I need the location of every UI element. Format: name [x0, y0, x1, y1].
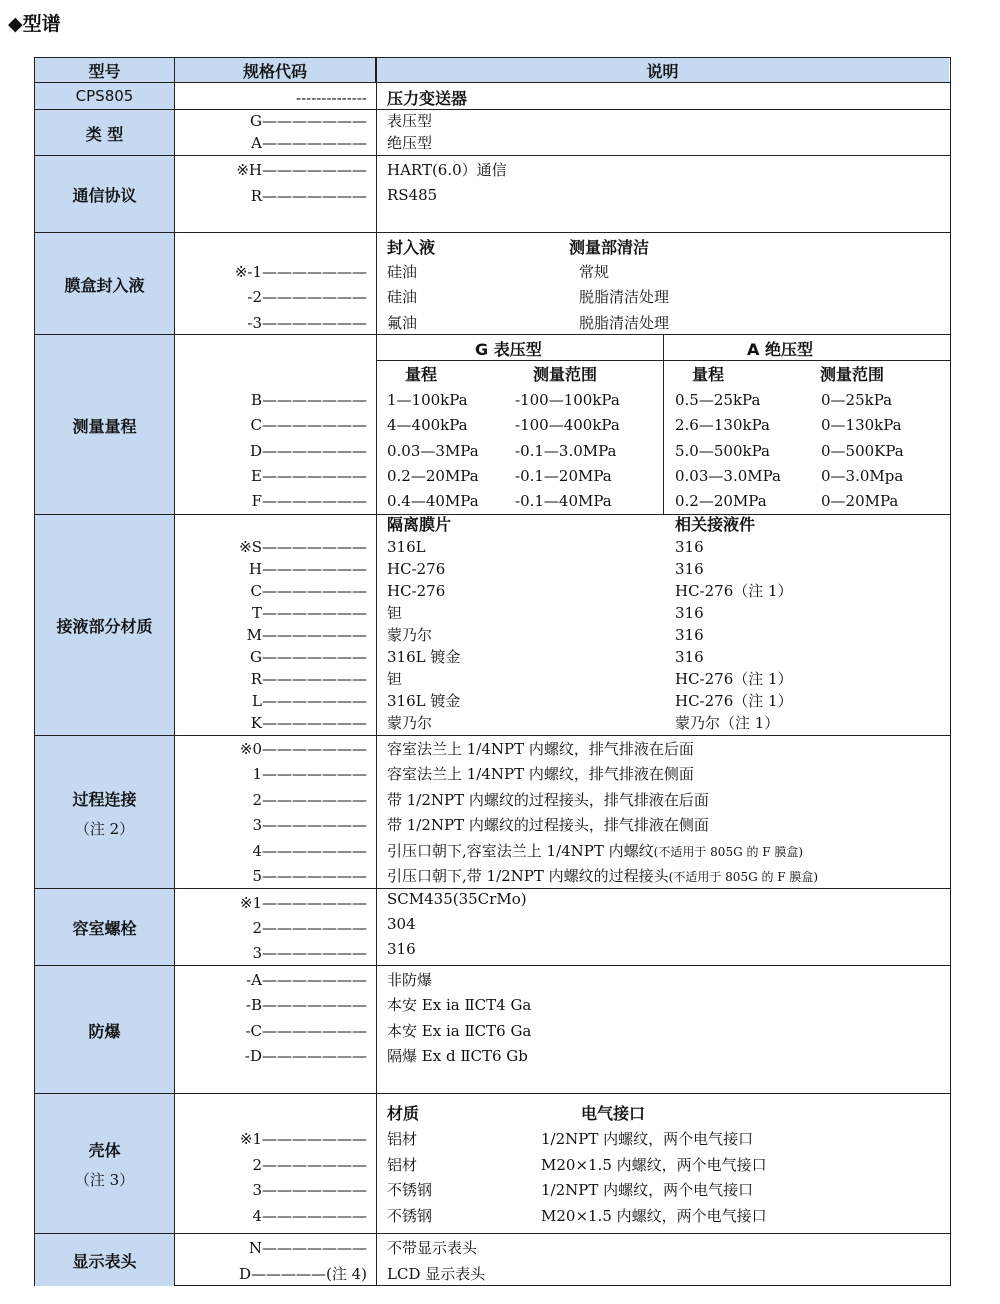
bolt-cell	[35, 889, 175, 966]
housing-col1: 铝材	[387, 1156, 418, 1174]
range-g-head-span: 测量范围	[533, 365, 598, 384]
process-desc: 引压口朝下,容室法兰上 1/4NPT 内螺纹	[387, 842, 654, 860]
range-a-range: 0.03—3.0MPa	[675, 467, 781, 485]
range-g-span: -0.1—40MPa	[515, 492, 612, 510]
fill-head1: 封入液	[387, 238, 436, 257]
material-col1: 316L 镀金	[387, 692, 461, 710]
bolt-label: 容室螺栓	[72, 919, 137, 938]
model-cell	[35, 83, 175, 109]
process-code: 2———————	[252, 791, 367, 809]
housing-col2: M20×1.5 内螺纹，两个电气接口	[541, 1207, 767, 1225]
type-code: G———————	[250, 112, 367, 130]
range-cell	[35, 335, 175, 515]
housing-col1: 不锈钢	[387, 1207, 433, 1225]
explosion-desc: 本安 Ex ia ⅡCT6 Ga	[387, 1022, 532, 1040]
row-sep	[35, 109, 950, 110]
housing-col2: 1/2NPT 内螺纹，两个电气接口	[541, 1130, 754, 1148]
material-col1: 蒙乃尔	[387, 714, 433, 732]
range-a-span: 0—130kPa	[821, 416, 902, 434]
header-model-cell	[35, 58, 175, 82]
bolt-code: 3———————	[252, 944, 367, 962]
display-code: D—————(注 4)	[238, 1265, 367, 1283]
range-a-span: 0—3.0Mpa	[821, 467, 904, 485]
range-a-head-range: 量程	[692, 365, 725, 384]
material-label: 接液部分材质	[56, 617, 153, 636]
material-col2: HC-276（注 1）	[675, 670, 793, 688]
housing-col2: 1/2NPT 内螺纹，两个电气接口	[541, 1181, 754, 1199]
fill-col1: 硅油	[387, 288, 418, 306]
housing-col1: 铝材	[387, 1130, 418, 1148]
row-sep	[35, 334, 950, 335]
material-col2: 316	[675, 626, 704, 644]
range-code: E———————	[251, 467, 367, 485]
fill-cell	[35, 233, 175, 335]
header-code: 规格代码	[175, 58, 376, 82]
model-label: CPS805	[75, 87, 134, 105]
fill-code: -2———————	[247, 288, 367, 306]
material-col2: HC-276（注 1）	[675, 582, 793, 600]
range-a-range: 2.6—130kPa	[675, 416, 770, 434]
comm-desc: HART(6.0）通信	[387, 161, 507, 179]
header-desc: 说明	[376, 58, 949, 82]
explosion-desc: 非防爆	[387, 971, 433, 989]
housing-col1: 不锈钢	[387, 1181, 433, 1199]
housing-col2: M20×1.5 内螺纹，两个电气接口	[541, 1156, 767, 1174]
explosion-code: -A———————	[246, 971, 367, 989]
bolt-code: ※1———————	[239, 894, 367, 912]
material-col1: 蒙乃尔	[387, 626, 433, 644]
material-code: H———————	[248, 560, 367, 578]
housing-code: 4———————	[252, 1207, 367, 1225]
display-desc: LCD 显示表头	[387, 1265, 486, 1283]
range-label: 测量量程	[72, 416, 137, 436]
comm-code: ※H———————	[236, 161, 367, 179]
comm-desc: RS485	[387, 186, 438, 204]
material-col1: HC-276	[387, 560, 446, 578]
process-desc-small: (不适用于 805G 的 F 膜盒)	[653, 845, 804, 859]
material-col1: 钽	[387, 670, 403, 688]
process-desc: 引压口朝下,带 1/2NPT 内螺纹的过程接头	[387, 867, 669, 885]
material-code: C———————	[250, 582, 367, 600]
fill-col1: 氟油	[387, 314, 418, 332]
material-col2: 316	[675, 648, 704, 666]
housing-code: ※1———————	[239, 1130, 367, 1148]
housing-note: （注 3）	[74, 1171, 135, 1189]
display-code: N———————	[248, 1239, 367, 1257]
material-code: T———————	[251, 604, 367, 622]
fill-code: ※-1———————	[234, 263, 367, 281]
range-code: F———————	[251, 492, 367, 510]
fill-col2: 脱脂清洁处理	[579, 288, 670, 306]
material-col2: 316	[675, 604, 704, 622]
explosion-desc: 隔爆 Ex d ⅡCT6 Gb	[387, 1047, 528, 1065]
model-code-table	[34, 57, 951, 1286]
process-code: ※0———————	[239, 740, 367, 758]
range-a-range: 0.2—20MPa	[675, 492, 767, 510]
row-sep	[35, 82, 950, 83]
material-code: M———————	[246, 626, 367, 644]
housing-head2: 电气接口	[581, 1104, 646, 1123]
range-g-span: -100—400kPa	[515, 416, 620, 434]
explosion-label: 防爆	[88, 1021, 121, 1041]
header-model: 型号	[88, 61, 121, 81]
range-g-span: -0.1—3.0MPa	[515, 442, 617, 460]
process-note: （注 2）	[74, 819, 135, 838]
bolt-desc: SCM435(35CrMo)	[387, 890, 527, 908]
process-label: 过程连接	[72, 789, 137, 809]
explosion-code: -D———————	[244, 1047, 367, 1065]
row-sep	[35, 888, 950, 889]
housing-cell	[35, 1094, 175, 1234]
explosion-cell	[35, 966, 175, 1094]
housing-code: 3———————	[252, 1181, 367, 1199]
material-code: G———————	[250, 648, 367, 666]
process-code: 5———————	[252, 867, 367, 885]
fill-col2: 常规	[579, 263, 610, 281]
material-cell	[35, 515, 175, 736]
range-g-title: G 表压型	[475, 340, 542, 359]
range-g-range: 1—100kPa	[387, 391, 468, 409]
range-a-range: 0.5—25kPa	[675, 391, 761, 409]
process-desc: 容室法兰上 1/4NPT 内螺纹，排气排液在侧面	[387, 765, 694, 783]
housing-label: 壳体	[88, 1141, 121, 1160]
process-desc: 容室法兰上 1/4NPT 内螺纹，排气排液在后面	[387, 740, 694, 758]
fill-code: -3———————	[247, 314, 367, 332]
type-desc: 表压型	[387, 112, 433, 130]
process-desc-row	[387, 869, 818, 884]
explosion-desc: 本安 Ex ia ⅡCT4 Ga	[387, 996, 532, 1014]
process-code: 4———————	[252, 842, 367, 860]
row-sep	[35, 735, 950, 736]
type-label: 类 型	[85, 124, 124, 144]
range-g-range: 0.03—3MPa	[387, 442, 479, 460]
row-sep	[35, 232, 950, 233]
fill-col2: 脱脂清洁处理	[579, 314, 670, 332]
comm-cell	[35, 156, 175, 233]
range-a-range: 5.0—500kPa	[675, 442, 770, 460]
bolt-desc: 304	[387, 915, 416, 933]
bolt-desc: 316	[387, 940, 416, 958]
explosion-code: -C———————	[245, 1022, 367, 1040]
range-g-range: 4—400kPa	[387, 416, 468, 434]
display-desc: 不带显示表头	[387, 1239, 478, 1257]
display-cell	[35, 1234, 175, 1286]
range-code: C———————	[250, 416, 367, 434]
fill-label: 膜盒封入液	[64, 275, 145, 295]
material-col2: HC-276（注 1）	[675, 692, 793, 710]
range-g-range: 0.2—20MPa	[387, 467, 479, 485]
explosion-code: -B———————	[245, 996, 367, 1014]
type-desc: 绝压型	[387, 134, 433, 152]
comm-label: 通信协议	[72, 186, 137, 205]
range-gap-divider	[663, 335, 664, 515]
fill-col1: 硅油	[387, 263, 418, 281]
row-sep	[35, 965, 950, 966]
material-col2: 316	[675, 538, 704, 556]
material-col2: 蒙乃尔（注 1）	[675, 714, 780, 732]
bolt-code: 2———————	[252, 919, 367, 937]
model-desc: 压力变送器	[387, 89, 468, 108]
row-sep	[35, 514, 950, 515]
display-label: 显示表头	[72, 1251, 137, 1271]
housing-code: 2———————	[252, 1156, 367, 1174]
range-g-head-range: 量程	[405, 365, 438, 384]
row-sep	[35, 155, 950, 156]
material-col1: 钽	[387, 604, 403, 622]
model-code: --------------	[296, 89, 367, 107]
range-g-span: -100—100kPa	[515, 391, 620, 409]
range-g-range: 0.4—40MPa	[387, 492, 479, 510]
process-desc-row	[387, 844, 803, 859]
fill-head2: 测量部清洁	[569, 238, 650, 257]
comm-code: R———————	[250, 187, 367, 205]
range-a-span: 0—500KPa	[821, 442, 904, 460]
material-code: ※S———————	[239, 538, 367, 556]
range-a-title: A 绝压型	[747, 340, 813, 359]
material-col2: 316	[675, 560, 704, 578]
material-col1: HC-276	[387, 582, 446, 600]
range-a-span: 0—20MPa	[821, 492, 899, 510]
range-a-head-span: 测量范围	[820, 365, 885, 384]
range-code: D———————	[249, 442, 367, 460]
material-head2: 相关接液件	[675, 515, 756, 534]
type-cell	[35, 110, 175, 156]
material-code: K———————	[250, 714, 367, 732]
type-code: A———————	[251, 134, 367, 152]
material-col1: 316L 镀金	[387, 648, 461, 666]
process-desc-small: (不适用于 805G 的 F 膜盒)	[668, 870, 819, 884]
material-col1: 316L	[387, 538, 426, 556]
section-title: ◆型谱	[8, 13, 61, 35]
material-code: R———————	[250, 670, 367, 688]
row-sep	[35, 1093, 950, 1094]
material-code: L———————	[252, 692, 367, 710]
process-code: 3———————	[252, 816, 367, 834]
range-code: B———————	[250, 391, 367, 409]
range-g-span: -0.1—20MPa	[515, 467, 612, 485]
housing-head1: 材质	[387, 1104, 420, 1123]
material-head1: 隔离膜片	[387, 515, 452, 534]
process-code: 1———————	[252, 765, 367, 783]
range-a-span: 0—25kPa	[821, 391, 893, 409]
row-sep	[35, 1233, 950, 1234]
process-desc: 带 1/2NPT 内螺纹的过程接头，排气排液在侧面	[387, 816, 709, 834]
process-desc: 带 1/2NPT 内螺纹的过程接头，排气排液在后面	[387, 791, 709, 809]
column-divider	[376, 58, 377, 1285]
process-cell	[35, 736, 175, 889]
